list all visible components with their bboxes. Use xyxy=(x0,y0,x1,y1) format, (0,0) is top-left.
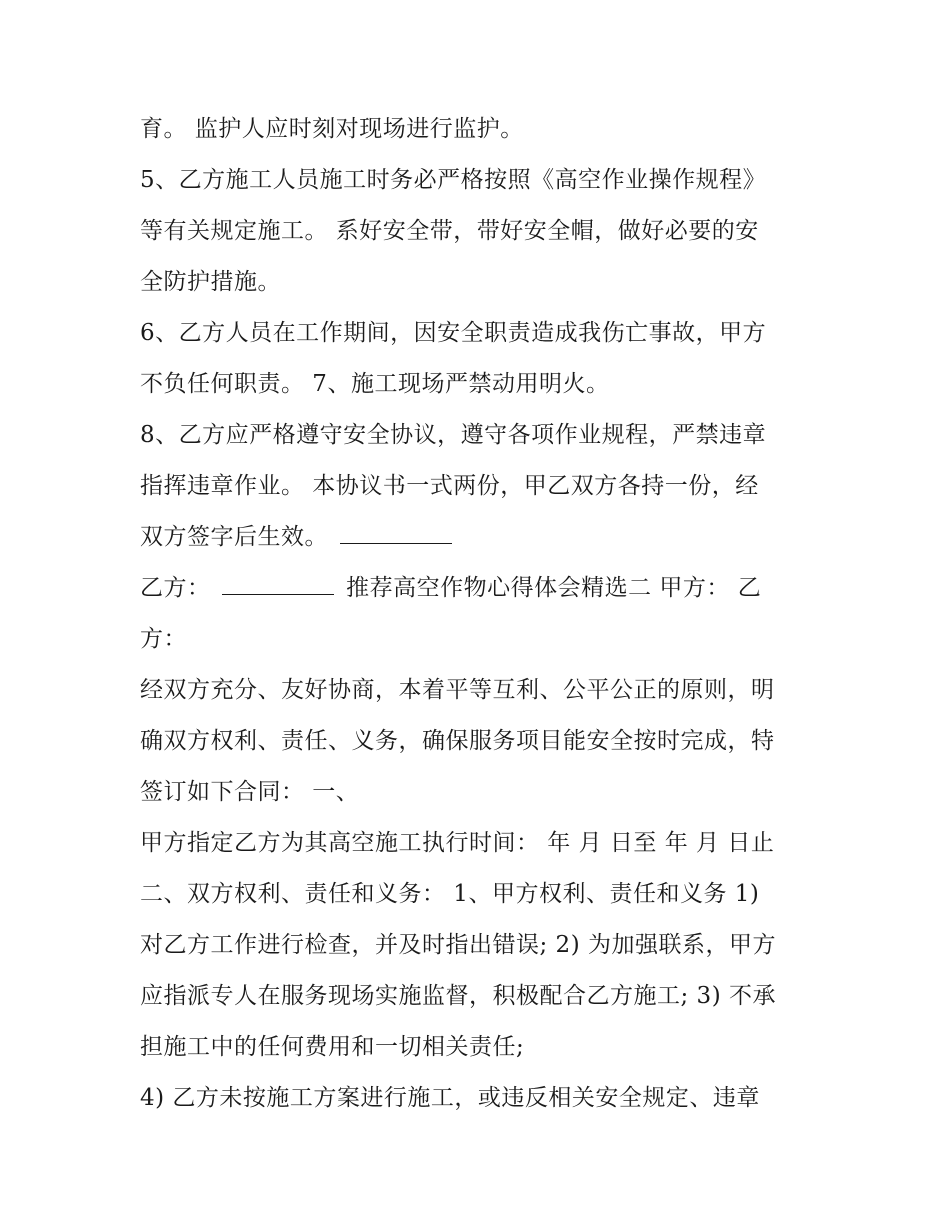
text-line-13: 确双方权利、责任、义务，确保服务项目能安全按时完成，特 xyxy=(140,728,775,754)
signature-blank xyxy=(340,523,452,544)
text-line-16: 二、双方权利、责任和义务： 1、甲方权利、责任和义务 1) xyxy=(140,881,760,907)
party-line-prefix: 乙方： xyxy=(140,575,211,601)
party-line xyxy=(140,563,820,614)
text-line-7: 8、乙方应严格遵守安全协议，遵守各项作业规程，严禁违章 xyxy=(140,422,767,448)
signature-line xyxy=(140,512,820,563)
text-line-12: 经双方充分、友好协商，本着平等互利、公平公正的原则，明 xyxy=(140,677,775,703)
text-line-5: 6、乙方人员在工作期间，因安全职责造成我伤亡事故，甲方 xyxy=(140,320,767,346)
party-blank xyxy=(222,574,334,595)
text-line-8: 指挥违章作业。 本协议书一式两份，甲乙双方各持一份，经 xyxy=(140,473,759,499)
document-body xyxy=(140,104,820,1124)
text-line-11: 方： xyxy=(140,626,187,652)
text-line-4: 全防护措施。 xyxy=(140,269,281,295)
text-line-14: 签订如下合同： 一、 xyxy=(140,779,360,805)
text-line-2: 5、乙方施工人员施工时务必严格按照《高空作业操作规程》 xyxy=(140,167,767,193)
text-line-20: 4) 乙方未按施工方案进行施工，或违反相关安全规定、违章 xyxy=(140,1085,760,1111)
text-line-3: 等有关规定施工。 系好安全带，带好安全帽，做好必要的安 xyxy=(140,218,759,244)
party-line-suffix: 推荐高空作物心得体会精选二 甲方： 乙 xyxy=(346,575,762,601)
text-line-15: 甲方指定乙方为其高空施工执行时间： 年 月 日至 年 月 日止 xyxy=(140,830,775,856)
text-line-17: 对乙方工作进行检查，并及时指出错误; 2) 为加强联系，甲方 xyxy=(140,932,776,958)
text-line-6: 不负任何职责。 7、施工现场严禁动用明火。 xyxy=(140,371,610,397)
signature-line-text: 双方签字后生效。 xyxy=(140,524,328,550)
text-line-19: 担施工中的任何费用和一切相关责任; xyxy=(140,1034,525,1060)
text-line-18: 应指派专人在服务现场实施监督，积极配合乙方施工; 3) 不承 xyxy=(140,983,776,1009)
text-line-1: 育。 监护人应时刻对现场进行监护。 xyxy=(140,116,524,142)
